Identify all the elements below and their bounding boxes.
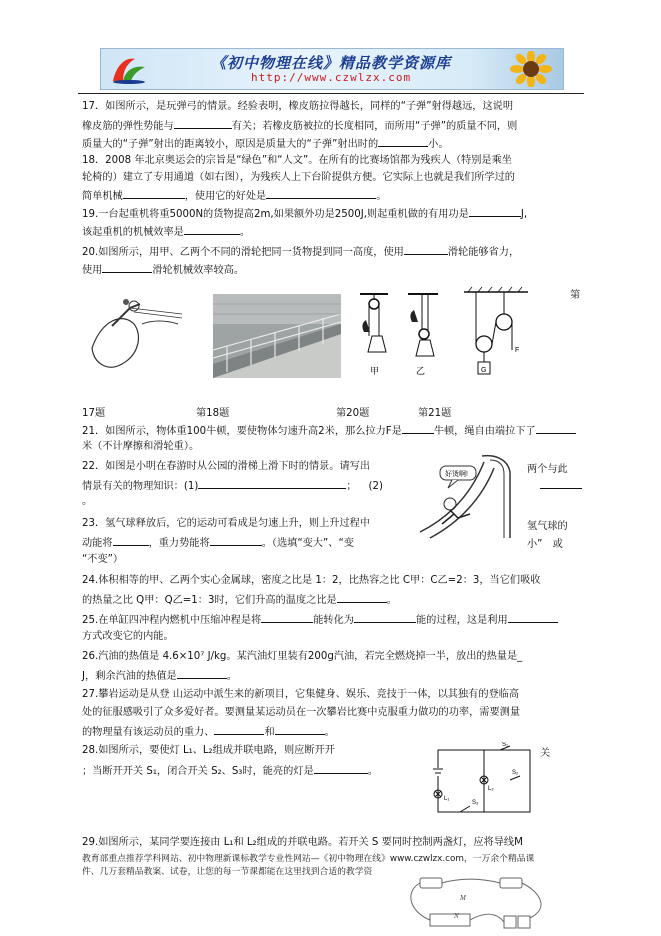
footer-line-1: 教育部重点推荐学科网站、初中物理新课标教学专业性网站—《初中物理在线》www.czwlzx.com，一万余个精品课 [82, 854, 535, 864]
n-label: N [454, 912, 459, 920]
jia-label: 甲 [370, 366, 380, 376]
answer-blank[interactable] [102, 262, 152, 273]
answer-blank[interactable] [314, 763, 368, 774]
s2-label: S₂ [512, 770, 519, 776]
speech-bubble-text: 好烫啊! [445, 471, 468, 478]
circuit-28-figure [430, 742, 538, 820]
q17-line-1: 17．如图所示，是玩弹弓的情景。经验表明，橡皮筋拉得越长，同样的“子弹”射得越远，这说明 [82, 101, 514, 112]
q25-line-2: 方式改变它的内能。 [82, 631, 174, 642]
answer-blank[interactable] [378, 136, 428, 147]
answer-blank[interactable] [354, 612, 416, 623]
pulley-21-figure [462, 286, 534, 382]
sunflower-icon [505, 51, 557, 87]
answer-blank[interactable] [123, 188, 185, 199]
answer-blank[interactable] [177, 668, 227, 679]
caption-21: 第21题 [418, 408, 452, 419]
caption-18: 第18题 [196, 408, 230, 419]
answer-blank[interactable] [508, 612, 558, 623]
q23-line-2: 动能将 ，重力势能将 。（选填“变大”、“变 [82, 535, 354, 551]
q25-line-1: 25.在单缸四冲程内燃机中压缩冲程是将 能转化为 能的过程，这是利用 [82, 612, 558, 628]
q24-line-1: 24.体积相等的甲、乙两个实心金属球，密度之比是 1：2，比热容之比 C甲：C乙=2：3，当它们吸收 [82, 575, 541, 586]
answer-blank[interactable] [540, 478, 582, 489]
answer-blank[interactable] [184, 224, 240, 235]
q22-line-1-right: 两个与此 [527, 464, 568, 475]
q29-line-1: 29.如图所示，某同学要连接由 L₁和 L₂组成的并联电路。若开关 S 要同时控制两盏灯，应将导线M [82, 837, 523, 848]
answer-blank[interactable] [404, 244, 448, 255]
q27-line-1: 27.攀岩运动是从登 山运动中派生来的新项目，它集健身、娱乐、竞技于一体，以其独有的登临高 [82, 689, 520, 700]
q20-line-2: 使用 滑轮机械效率较高。 [82, 262, 244, 278]
q19-line-2: 该起重机的机械效率是 。 [82, 224, 250, 240]
s1-label: S₁ [502, 742, 509, 748]
answer-blank[interactable] [210, 535, 262, 546]
answer-blank[interactable] [113, 535, 149, 546]
answer-blank[interactable] [266, 188, 376, 199]
answer-blank[interactable] [261, 612, 313, 623]
q19-line-1: 19.一台起重机将重5000N的货物提高2m,如果额外功是2500J,则起重机做的有用功是 J, [82, 206, 527, 222]
q23-line-3: “不变”） [82, 554, 124, 565]
l2-lamp-label: L₂ [488, 786, 494, 792]
q23-line-1: 23．氢气球释放后，它的运动可看成是匀速上升，则上升过程中 [82, 518, 371, 529]
q20-line-1: 20.如图所示，用甲、乙两个不同的滑轮把同一货物提到同一高度，使用 滑轮能够省力， [82, 244, 519, 260]
q22-blank-2 [540, 478, 582, 492]
banner-title: 《初中物理在线》精品教学资源库 [211, 54, 452, 72]
answer-blank[interactable] [536, 423, 576, 434]
q22-line-2: 情景有关的物理知识：(1) ； (2) [82, 478, 383, 494]
banner-url[interactable]: http://www.czwlzx.com [251, 71, 412, 84]
q23-line-1-right: 氢气球的 [527, 521, 568, 532]
l1-lamp-label: L₁ [444, 796, 450, 802]
q17-line-2: 橡皮筋的弹性势能与 有关；若橡皮筋被拉的长度相同，而所用“子弹”的质量不同，则 [82, 118, 517, 134]
s3-label: S₃ [472, 800, 479, 806]
answer-blank[interactable] [214, 724, 264, 735]
caption-17: 17题 [82, 408, 106, 419]
answer-blank[interactable] [275, 724, 325, 735]
slide-figure [412, 452, 524, 540]
header-rule [78, 93, 584, 94]
answer-blank[interactable] [402, 423, 434, 434]
q21-line-2: 米（不计摩擦和滑轮重）。 [82, 441, 200, 452]
answer-blank[interactable] [337, 592, 387, 603]
q28-line-2: ；当断开开关 S₁，闭合开关 S₂、S₃时，能亮的灯是 。 [82, 763, 378, 779]
q24-line-2: 的热量之比 Q甲：Q乙=1：3时，它们升高的温度之比是 。 [82, 592, 397, 608]
q18-line-2: 轮椅的）建立了专用通道（如右图），为残疾人上下台阶提供方便。它实际上也就是我们所学过的 [82, 172, 515, 183]
q26-line-2: J，剩余汽油的热值是 。 [82, 668, 237, 684]
answer-blank[interactable] [198, 478, 346, 489]
q26-line-1: 26.汽油的热值是 4.6×10⁷ J/kg。某汽油灯里装有200g汽油，若完全燃烧掉一半，放出的热量是_ [82, 651, 523, 662]
caption-20: 第20题 [336, 408, 370, 419]
m-label: M [460, 894, 466, 902]
q28-line-1-right: 关 [540, 748, 551, 759]
circuit-29-figure [400, 872, 560, 934]
answer-blank[interactable] [174, 118, 232, 129]
q20-side-label: 第 [570, 290, 581, 301]
q18-line-1: 18．2008 年北京奥运会的宗旨是“绿色”和“人文”。在所有的比赛场馆都为残疾人（特别是乘坐 [82, 155, 512, 166]
footer-line-2: 件、几万套精品教案、试卷，让您的每一节课都能在这里找到合适的教学资 [82, 867, 373, 877]
slingshot-figure [82, 290, 192, 378]
q27-line-3: 的物理量有该运动员的重力、 和 。 [82, 724, 335, 740]
force-label: F [515, 347, 520, 354]
wheelchair-ramp-photo [213, 294, 341, 378]
q17-line-3: 质量大的“子弹”射出的距离较小，原因是质量大的“子弹”射出时的 小。 [82, 136, 449, 152]
q27-line-2: 处的征服感吸引了众多爱好者。要测量某运动员在一次攀岩比赛中克服重力做功的功率，需要测量 [82, 707, 521, 718]
answer-blank[interactable] [469, 206, 521, 217]
header-banner [100, 48, 564, 90]
site-logo-icon [109, 53, 149, 85]
yi-label: 乙 [416, 366, 426, 376]
q23-line-2-right: 小” 或 [527, 539, 563, 550]
q21-line-1: 21．如图所示，物体重100牛顿，要使物体匀速升高2米，那么拉力F是 牛顿，绳自由端拉下了 [82, 423, 576, 439]
pulley-jia-yi-figure [352, 290, 442, 380]
q28-line-1: 28.如图所示，要使灯 L₁、L₂组成并联电路，则应断开开 [82, 745, 335, 756]
q22-line-1: 22．如图是小明在春游时从公园的滑梯上滑下时的情景。请写出 [82, 461, 371, 472]
q18-line-3: 简单机械 ，使用它的好处是 。 [82, 188, 386, 204]
weight-label: G [481, 367, 487, 374]
q22-line-3: 。 [82, 496, 93, 507]
